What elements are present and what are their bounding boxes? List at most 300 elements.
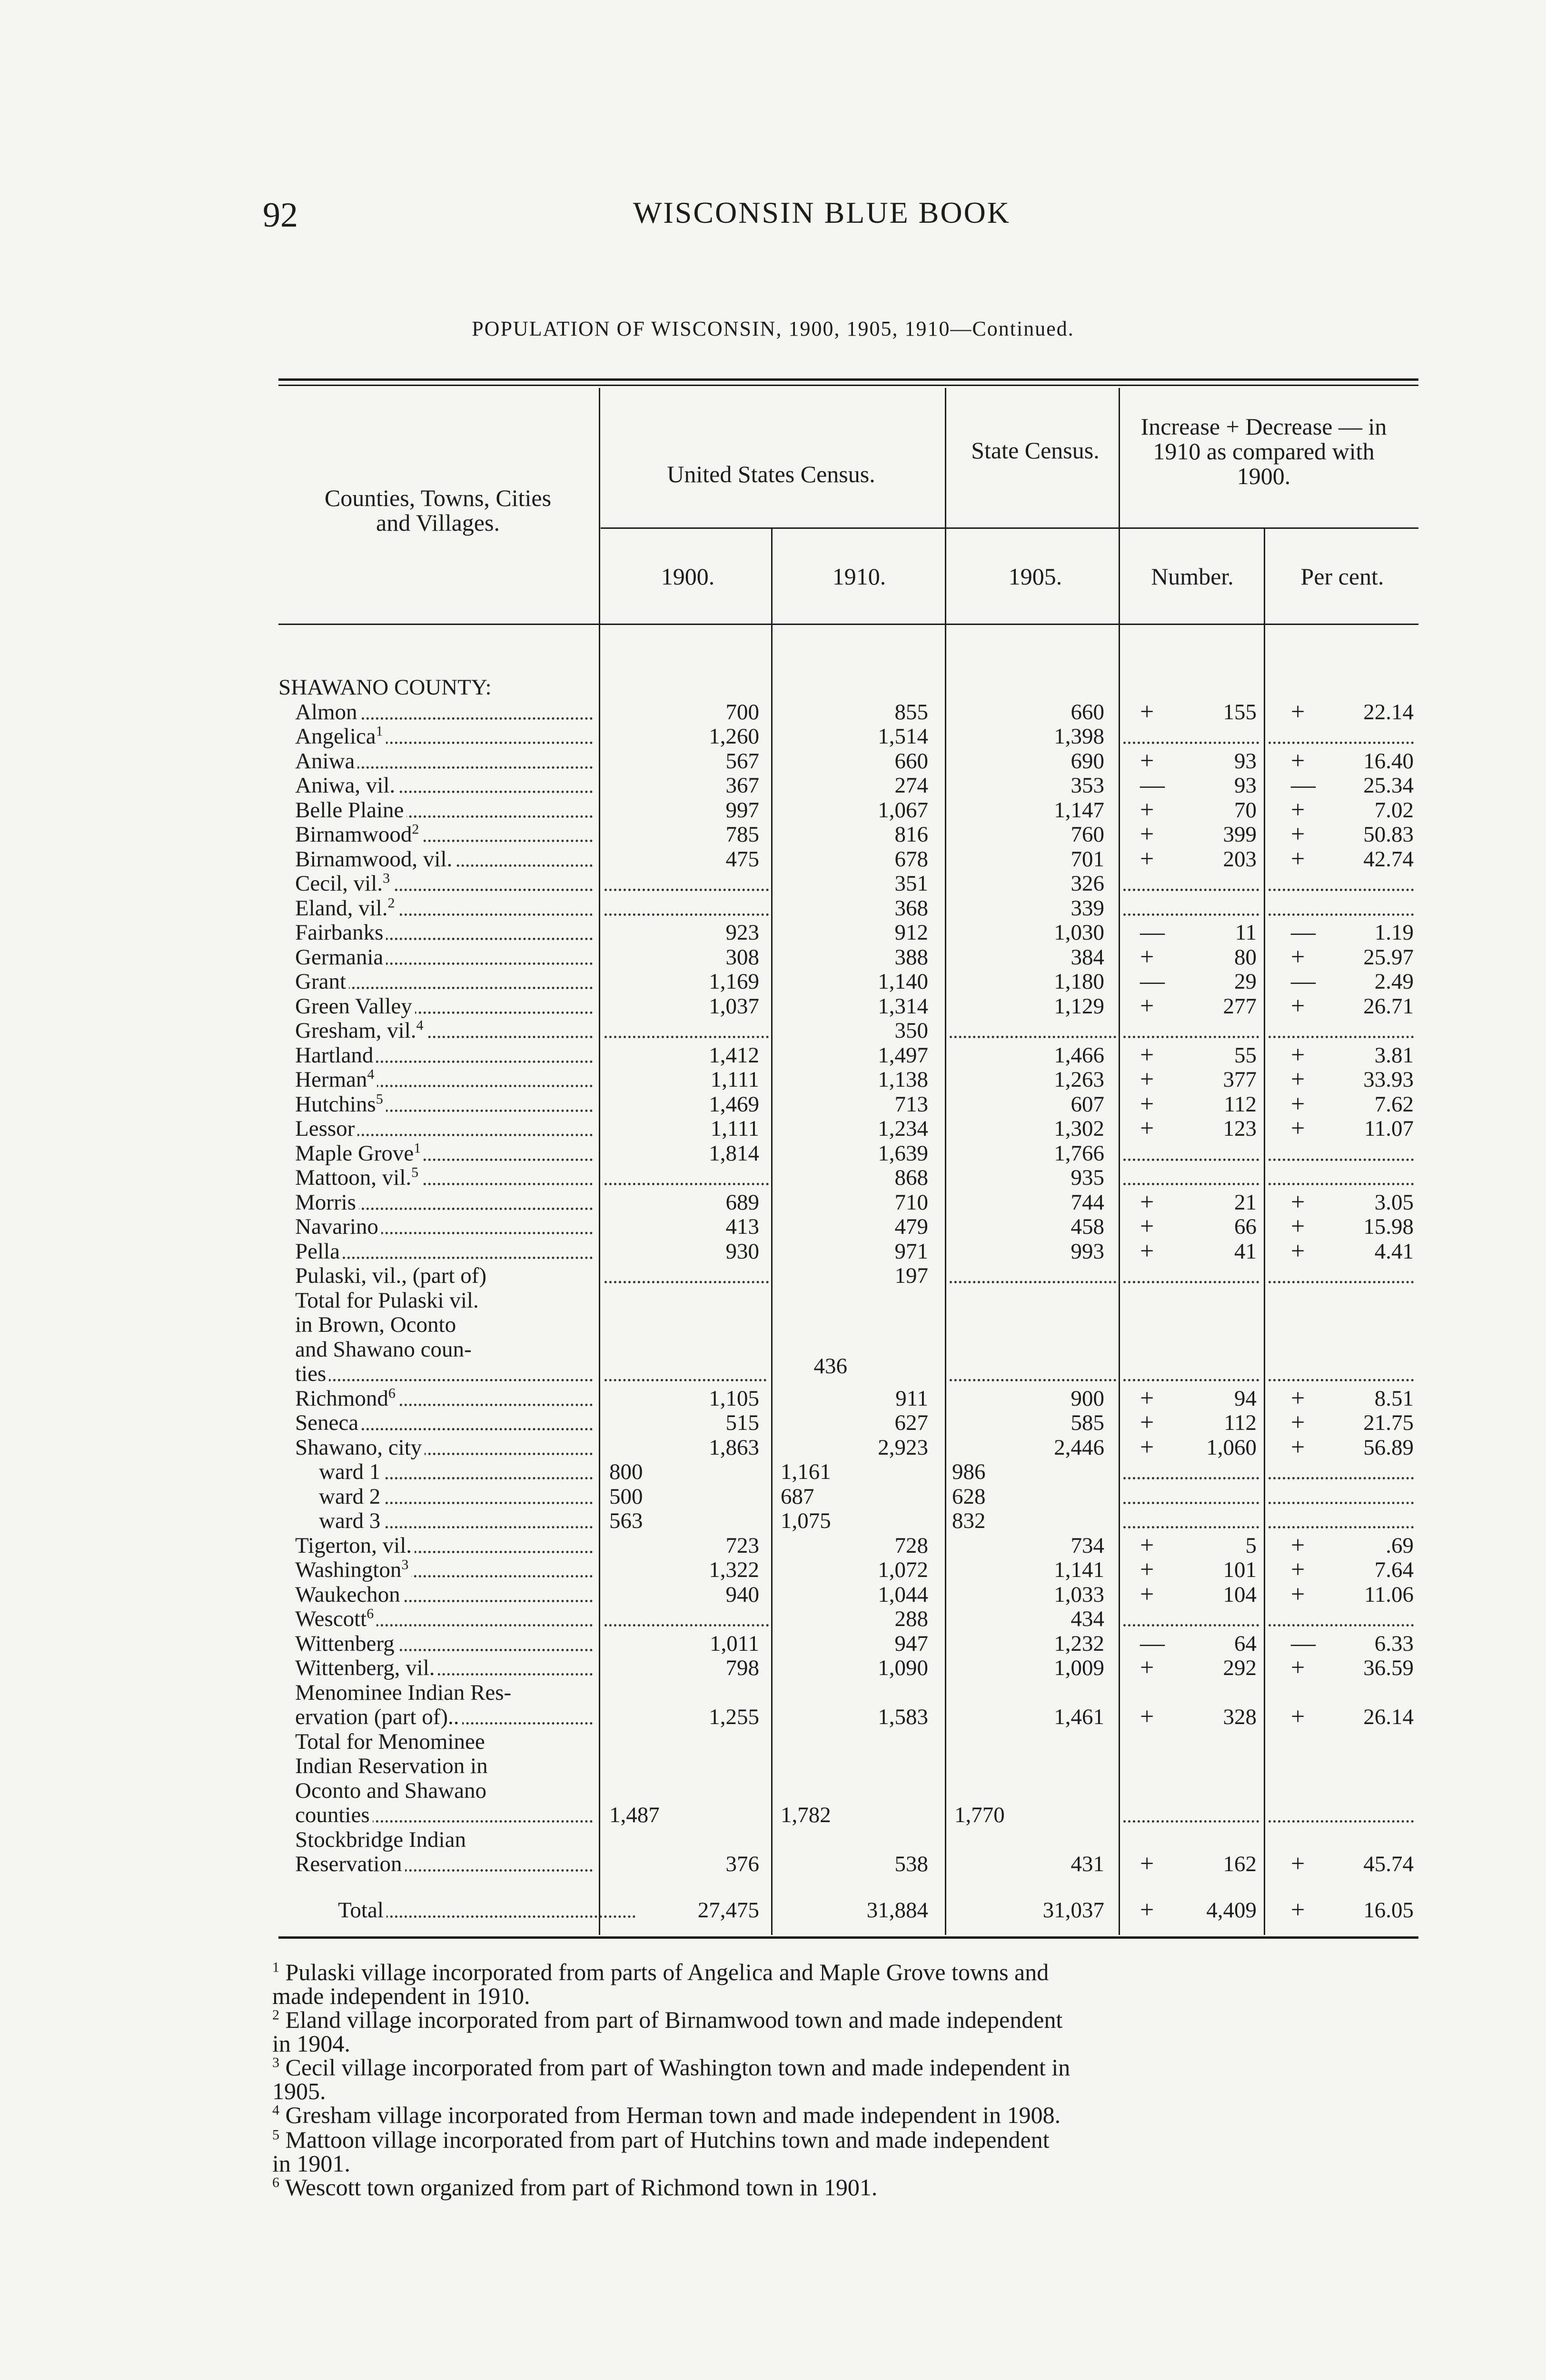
header-name-column: Counties, Towns, Cities and Villages. [324,485,552,536]
census-1905: 1,461 [1054,1705,1104,1729]
row-label: Maple Grove$^1$ [295,1141,424,1166]
footnote-ref: 5 [411,1165,419,1180]
census-1910: 479 [894,1214,928,1239]
dot-leader [1269,1526,1414,1528]
ward-1905: 628 [952,1484,986,1509]
census-1910: 288 [894,1606,928,1631]
change-number: 94 [1234,1386,1257,1411]
dot-leader [605,889,769,891]
percent-empty [1269,1018,1414,1043]
change-percent: 1.19 [1374,920,1414,945]
row-label: Wescott$^6$ [295,1606,377,1631]
number-empty [1123,724,1259,749]
census-1910: 912 [894,920,928,945]
dot-leader [1123,1526,1259,1528]
change-percent: 7.64 [1374,1557,1414,1582]
census-1900: 376 [725,1852,759,1876]
row-name [295,1410,593,1435]
row-label: in Brown, Oconto [295,1312,459,1337]
row-label: Total [338,1898,386,1923]
change-sign: + [1140,1213,1154,1240]
table-row-text [0,1680,1546,1705]
census-1900: 1,322 [709,1557,759,1582]
table-row [0,945,1546,970]
footnote-ref: 6 [388,1386,396,1401]
census-1905: 353 [1070,773,1104,798]
total-1905: 31,037 [1042,1897,1104,1923]
change-sign: + [1140,1703,1154,1730]
census-1900: 1,111 [710,1116,759,1141]
percent-sign: + [1291,1066,1305,1093]
table-row [0,1043,1546,1068]
change-percent: 7.62 [1374,1091,1414,1117]
number-empty [1123,1459,1259,1484]
dot-leader [1123,1820,1259,1823]
table-row [0,1141,1546,1166]
census-1900: 700 [725,699,759,724]
census-1910: 728 [894,1533,928,1558]
census-1900: 475 [725,846,759,872]
change-percent: 25.34 [1363,773,1414,798]
row-label: ward 2 [319,1484,383,1509]
number-empty [1123,1165,1259,1190]
census-1905: 431 [1070,1852,1104,1876]
row-label: Wittenberg, vil. [295,1656,438,1680]
percent-sign: + [1291,1896,1305,1924]
ward-1900: 563 [609,1508,643,1533]
census-1900: 1,169 [709,969,759,994]
census-1910: 710 [894,1190,928,1215]
footnote-ref: 3 [383,871,390,886]
row-label: Indian Reservation in [295,1754,491,1778]
census-1905: 339 [1070,895,1104,921]
percent-sign: + [1291,1580,1305,1608]
census-1900: 1,105 [709,1386,759,1411]
change-percent: 22.14 [1363,699,1414,724]
ward-row [0,1508,1546,1533]
row-name [295,1141,593,1166]
ward-1910: 1,075 [781,1508,831,1533]
row-name [295,1116,593,1141]
census-1900-empty [605,871,769,896]
change-sign: + [1140,1384,1154,1412]
census-1910: 1,639 [878,1140,928,1166]
change-sign: + [1140,796,1154,823]
footnote-text: Eland village incorporated from part of Birnamwood town and made independent [279,2006,1063,2033]
census-1905: 660 [1070,699,1104,724]
table-row [0,1582,1546,1607]
ward-1910: 687 [781,1484,814,1509]
change-sign: + [1140,1066,1154,1093]
ward-1910: 1,161 [781,1459,831,1484]
row-name [295,1165,593,1190]
header-1905: 1905. [1008,563,1062,590]
ward-1905: 832 [952,1508,986,1533]
percent-sign: — [1291,919,1316,946]
table-row [0,1214,1546,1239]
change-sign: — [1140,1629,1165,1657]
table-row [0,1533,1546,1558]
table-row-text [0,1337,1546,1362]
pulaski-total-1910: 436 [813,1354,847,1378]
table-row [0,994,1546,1019]
table-row [0,749,1546,774]
footnote-text: Cecil village incorporated from part of Washington town and made independent in [279,2054,1070,2081]
change-sign: + [1140,698,1154,725]
ward-row [0,1459,1546,1484]
census-1905: 935 [1070,1165,1104,1190]
change-number: 377 [1223,1067,1257,1092]
table-row [0,1263,1546,1288]
census-1900: 567 [725,748,759,774]
census-1910: 1,044 [878,1582,928,1607]
row-name [295,1067,593,1092]
change-number: 21 [1234,1190,1257,1215]
census-1900: 1,469 [709,1091,759,1117]
row-label: Pella [295,1239,343,1264]
change-percent: 8.51 [1374,1386,1414,1411]
census-1905: 1,180 [1054,969,1104,994]
census-1910: 274 [894,773,928,798]
percent-sign: + [1291,1433,1305,1461]
change-percent: 16.40 [1363,748,1414,774]
percent-empty [1269,1165,1414,1190]
census-1905: 1,466 [1054,1042,1104,1068]
percent-sign: + [1291,943,1305,971]
table-row-text [0,1729,1546,1754]
change-number: 93 [1234,748,1257,774]
footnote [272,2128,1415,2175]
top-rule-thick [278,378,1418,381]
table-row [0,1116,1546,1141]
census-1900: 413 [725,1214,759,1239]
percent-sign: + [1291,1850,1305,1877]
census-1905: 585 [1070,1410,1104,1435]
percent-sign: + [1291,747,1305,774]
census-1905: 326 [1070,871,1104,896]
dot-leader [1123,1036,1259,1038]
change-number: 292 [1223,1656,1257,1680]
dot-leader [1123,1281,1259,1283]
census-1900: 997 [725,797,759,823]
table-row [0,1239,1546,1264]
table-row [0,969,1546,994]
census-1905: 1,033 [1054,1582,1104,1607]
row-label: Hutchins$^5$ [295,1092,386,1117]
change-sign: — [1140,772,1165,799]
census-1905: 1,141 [1054,1557,1104,1582]
total-row [0,1898,1546,1923]
percent-empty [1269,871,1414,896]
census-1900-empty [605,1263,769,1288]
dot-leader [950,1036,1116,1038]
row-name [295,1435,593,1460]
dot-leader [1269,889,1414,891]
number-empty [1123,1606,1259,1631]
census-1900: 785 [725,822,759,847]
change-number: 41 [1234,1239,1257,1264]
dot-leader [1123,1624,1259,1626]
change-number: 80 [1234,944,1257,970]
row-name [295,1092,593,1117]
footnote-text: Wescott town organized from part of Richmond town in 1901. [279,2174,878,2201]
row-name [319,1459,593,1484]
row-name [295,1214,593,1239]
table-row-text [0,1312,1546,1337]
row-name [295,1533,593,1558]
change-percent: 11.07 [1364,1116,1414,1141]
row-name [295,700,593,724]
change-sign: + [1140,943,1154,971]
dot-leader [605,1379,766,1381]
header-1910: 1910. [832,563,886,590]
census-1900: 1,255 [709,1705,759,1729]
census-1900-empty [605,1361,766,1386]
page-number: 92 [263,196,298,235]
section-title [0,675,1546,700]
row-label: Richmond$^6$ [295,1386,398,1411]
percent-sign: + [1291,1384,1305,1412]
footnote-mark: 1 [272,1959,279,1975]
census-1910: 1,140 [878,969,928,994]
census-1905: 701 [1070,846,1104,872]
census-1905: 1,398 [1054,724,1104,749]
census-1910: 1,234 [878,1116,928,1141]
number-empty [1123,1263,1259,1288]
row-label: Waukechon [295,1582,403,1607]
census-1905: 744 [1070,1190,1104,1215]
census-1910: 713 [894,1091,928,1117]
census-1905: 458 [1070,1214,1104,1239]
table-row [0,1606,1546,1631]
change-sign: + [1140,1556,1154,1583]
menominee-total-1905: 1,770 [954,1803,1005,1827]
table-row [0,1631,1546,1656]
top-rule-thin [278,385,1418,386]
footnote [272,2103,1415,2127]
census-1910: 627 [894,1410,928,1435]
change-sign: + [1140,1041,1154,1069]
ward-1900: 800 [609,1459,643,1484]
table-row [0,822,1546,847]
row-name [295,1680,593,1705]
row-name [295,1582,593,1607]
census-1905: 993 [1070,1239,1104,1264]
census-1905: 1,009 [1054,1656,1104,1680]
ward-1905: 986 [952,1459,986,1484]
percent-sign: + [1291,698,1305,725]
percent-sign: + [1291,1409,1305,1436]
row-label: Angelica$^1$ [295,724,386,749]
dot-leader [1123,1183,1259,1185]
change-number: 29 [1234,969,1257,994]
number-empty [1123,1141,1259,1166]
footnote-ref: 6 [367,1606,374,1622]
row-label: Fairbanks [295,920,386,945]
table-row-text [0,1754,1546,1778]
change-percent: 25.97 [1363,944,1414,970]
percent-empty [1269,1606,1414,1631]
change-percent: 4.41 [1374,1239,1414,1264]
census-1910: 678 [894,846,928,872]
census-1905: 1,129 [1054,993,1104,1019]
row-name [295,1263,593,1288]
dot-leader [1269,742,1414,744]
census-1905: 434 [1070,1606,1104,1631]
footnote [272,2055,1415,2103]
footnote-ref: 4 [367,1067,375,1082]
census-1910: 368 [894,895,928,921]
percent-empty [1269,1361,1414,1386]
row-name [295,1778,593,1803]
change-percent: 26.14 [1363,1705,1414,1729]
row-label: Wittenberg [295,1631,397,1656]
footnote-mark: 4 [272,2102,279,2118]
change-sign: + [1140,845,1154,873]
total-1910: 31,884 [866,1897,928,1923]
footnote-ref: 1 [414,1140,421,1156]
footnote-mark: 6 [272,2174,279,2191]
row-name [295,1606,593,1631]
running-head: WISCONSIN BLUE BOOK [633,196,1011,229]
change-percent: 2.49 [1374,969,1414,994]
change-percent: 7.02 [1374,797,1414,823]
change-sign: + [1140,1531,1154,1559]
table-row [0,1557,1546,1582]
row-label: Stockbridge Indian [295,1827,469,1852]
census-1905: 734 [1070,1533,1104,1558]
row-name [319,1484,593,1509]
row-name [295,1312,593,1337]
table-row [0,1410,1546,1435]
change-sign: + [1140,1090,1154,1118]
dot-leader [1269,913,1414,916]
table-row-text [0,1827,1546,1852]
percent-sign: + [1291,1041,1305,1069]
table-row-text [0,1288,1546,1313]
footnote-text: Gresham village incorporated from Herman town and made independent in 1908. [279,2102,1061,2128]
row-name [295,1557,593,1582]
dot-leader [1269,1379,1414,1381]
dot-leader [950,1281,1116,1283]
census-1900: 1,260 [709,724,759,749]
change-sign: + [1140,1115,1154,1142]
census-1900: 308 [725,944,759,970]
census-1900: 1,037 [709,993,759,1019]
dot-leader [1123,889,1259,891]
change-percent: .69 [1386,1533,1414,1558]
row-name [295,896,593,921]
table-row [0,1656,1546,1680]
row-label: Navarino [295,1214,381,1239]
row-name [295,994,593,1019]
row-label: Almon [295,700,360,724]
row-name [295,1656,593,1680]
census-1900: 1,412 [709,1042,759,1068]
census-1900: 689 [725,1190,759,1215]
census-1910: 816 [894,822,928,847]
change-sign: + [1140,992,1154,1020]
row-label: ties [295,1361,329,1386]
row-name [295,773,593,798]
dot-leader [1269,1281,1414,1283]
percent-sign: + [1291,1115,1305,1142]
change-number: 155 [1223,699,1257,724]
census-1910: 350 [894,1018,928,1043]
percent-sign: + [1291,992,1305,1020]
dot-leader [950,1379,1116,1381]
change-number: 55 [1234,1042,1257,1068]
percent-empty [1269,896,1414,921]
percent-sign: + [1291,1654,1305,1681]
row-name [295,1386,593,1411]
table-row [0,773,1546,798]
change-number: 112 [1224,1410,1257,1435]
table-row [0,871,1546,896]
dot-leader [1269,1624,1414,1626]
ward-1900: 500 [609,1484,643,1509]
census-1910: 388 [894,944,928,970]
census-1905: 1,232 [1054,1631,1104,1656]
footnote-ref: 3 [401,1557,409,1573]
row-name [295,1288,593,1313]
change-sign: + [1140,1409,1154,1436]
census-1905-empty [950,1263,1116,1288]
census-1910: 947 [894,1631,928,1656]
row-name [338,1898,635,1923]
percent-empty [1269,1803,1414,1827]
dot-leader [605,1281,769,1283]
row-label: ward 1 [319,1459,383,1484]
row-label: Cecil, vil.$^3$ [295,871,393,896]
row-label: Pulaski, vil., (part of) [295,1263,489,1288]
footnote-mark: 5 [272,2127,279,2143]
dot-leader [1269,1502,1414,1504]
change-sign: — [1140,968,1165,995]
change-percent: 3.05 [1374,1190,1414,1215]
footnote-mark: 2 [272,2007,279,2023]
header-percent: Per cent. [1300,563,1384,590]
row-name [295,749,593,774]
percent-sign: + [1291,1213,1305,1240]
header-bottom-rule [278,624,1418,625]
census-1900: 1,111 [710,1067,759,1092]
row-name [295,1754,593,1778]
change-number: 328 [1223,1705,1257,1729]
percent-empty [1269,724,1414,749]
table-title: POPULATION OF WISCONSIN, 1900, 1905, 1910—Continued. [472,317,1074,340]
menominee-total-1910: 1,782 [781,1803,831,1827]
dot-leader [1123,742,1259,744]
footnote-ref: 1 [376,724,383,739]
table-row [0,1705,1546,1729]
table-row [0,724,1546,749]
percent-sign: + [1291,845,1305,873]
row-name [295,822,593,847]
row-name [295,1729,593,1754]
change-number: 1,060 [1206,1435,1257,1460]
number-empty [1123,896,1259,921]
change-number: 399 [1223,822,1257,847]
row-label: Lessor [295,1116,357,1141]
change-percent: 26.71 [1363,993,1414,1019]
change-percent: 56.89 [1363,1435,1414,1460]
census-1910: 971 [894,1239,928,1264]
census-1910: 1,314 [878,993,928,1019]
change-sign: + [1140,1654,1154,1681]
change-number: 203 [1223,846,1257,872]
table-row [0,798,1546,823]
